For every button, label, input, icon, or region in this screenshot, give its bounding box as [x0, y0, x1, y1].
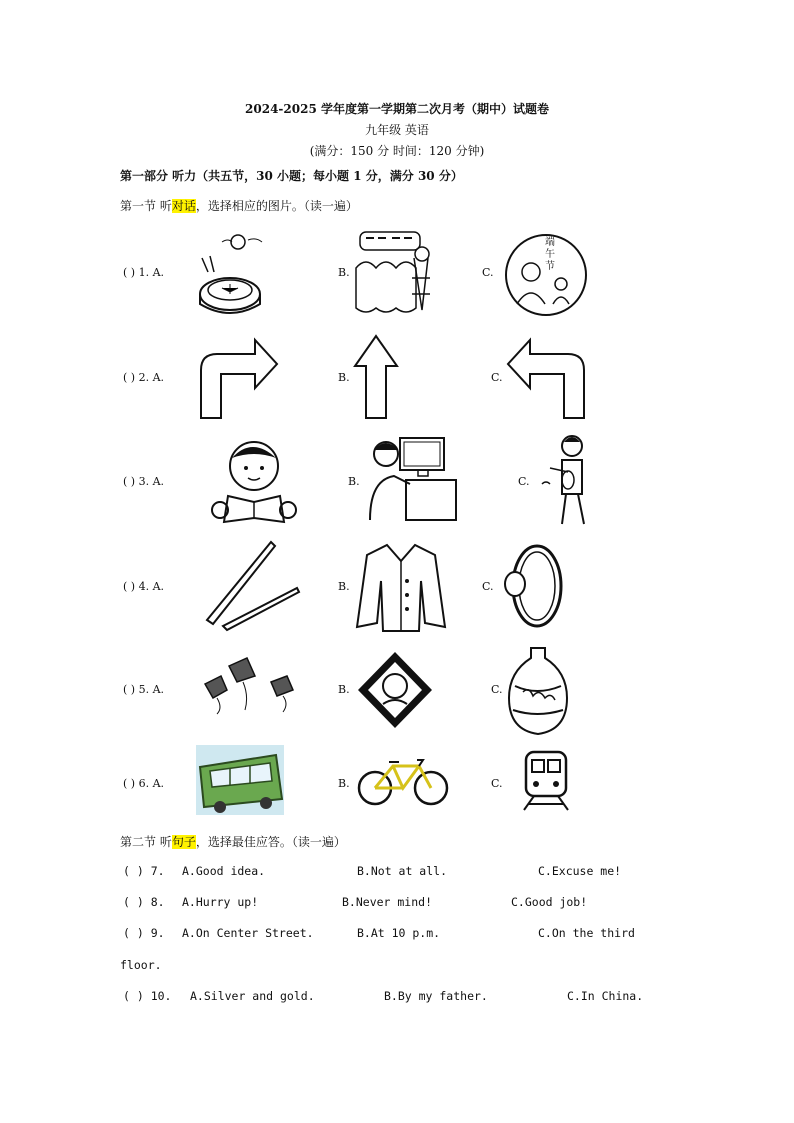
q7-option-c: C.Excuse me! [538, 864, 622, 878]
train-picture[interactable] [520, 750, 572, 812]
q7-number: ( ) 7. [123, 864, 165, 878]
q3-option-c-label: C. [518, 475, 530, 488]
section1-highlight: 对话 [171, 199, 196, 213]
q2-option-c-label: C. [491, 371, 503, 384]
q9-option-a: A.On Center Street. [182, 926, 314, 940]
bicycle-picture[interactable] [357, 752, 449, 808]
q5-option-c-label: C. [491, 683, 503, 696]
section2-highlight: 句子 [171, 835, 196, 849]
q10-number: ( ) 10. [123, 989, 172, 1003]
jacket-picture[interactable] [353, 541, 449, 633]
mooncake-rabbit-picture[interactable] [192, 230, 272, 318]
q9-option-c: C.On the third [538, 926, 635, 940]
q8-option-c: C.Good job! [511, 895, 588, 909]
q8-number: ( ) 8. [123, 895, 165, 909]
q7-option-b: B.Not at all. [357, 864, 448, 878]
q2-option-b-label: B. [338, 371, 350, 384]
q8-option-b: B.Never mind! [342, 895, 433, 909]
boy-computer-picture[interactable] [366, 434, 460, 524]
q8-option-a: A.Hurry up! [182, 895, 259, 909]
bus-picture[interactable] [196, 745, 284, 815]
q5-number: ( ) 5. A. [123, 683, 165, 696]
turn-right-arrow-picture[interactable] [199, 336, 279, 420]
part1-heading: 第一部分 听力（共五节，30 小题；每小题 1 分，满分 30 分） [120, 169, 463, 183]
q4-option-b-label: B. [338, 580, 350, 593]
section1-heading: 第一节 听对话，选择相应的图片。（读一遍） [120, 199, 358, 213]
boy-reading-picture[interactable] [206, 438, 302, 526]
q3-option-b-label: B. [348, 475, 360, 488]
paper-cut-picture[interactable] [356, 650, 434, 730]
chopsticks-picture[interactable] [205, 540, 301, 632]
q1-option-c-label: C. [482, 266, 494, 279]
q5-option-b-label: B. [338, 683, 350, 696]
q9-number: ( ) 9. [123, 926, 165, 940]
q4-number: ( ) 4. A. [123, 580, 165, 593]
vase-picture[interactable] [505, 646, 571, 736]
q10-option-b: B.By my father. [384, 989, 488, 1003]
score-time: (满分：150 分 时间：120 分钟) [309, 144, 485, 158]
dragon-boat-festival-text: 端午节 [545, 237, 555, 272]
q10-option-c: C.In China. [567, 989, 644, 1003]
sky-lanterns-picture[interactable] [203, 654, 303, 716]
q9-option-b: B.At 10 p.m. [357, 926, 441, 940]
q2-number: ( ) 2. A. [123, 371, 165, 384]
go-straight-arrow-picture[interactable] [353, 334, 399, 420]
turn-left-arrow-picture[interactable] [506, 336, 586, 420]
festival-lantern-picture[interactable] [352, 228, 438, 316]
q7-option-a: A.Good idea. [182, 864, 266, 878]
q4-option-c-label: C. [482, 580, 494, 593]
boy-violin-picture[interactable] [538, 432, 608, 528]
q6-number: ( ) 6. A. [123, 777, 165, 790]
q10-option-a: A.Silver and gold. [190, 989, 315, 1003]
q1-option-b-label: B. [338, 266, 350, 279]
q6-option-b-label: B. [338, 777, 350, 790]
q6-option-c-label: C. [491, 777, 503, 790]
q3-number: ( ) 3. A. [123, 475, 165, 488]
grade-subject: 九年级 英语 [365, 123, 429, 137]
section2-heading: 第二节 听句子，选择最佳应答。（读一遍） [120, 835, 346, 849]
q9-option-c-continued: floor. [120, 958, 162, 972]
ring-picture[interactable] [503, 542, 565, 630]
q1-number: ( ) 1. A. [123, 266, 165, 279]
exam-title: 2024-2025 学年度第一学期第二次月考（期中）试题卷 [245, 102, 549, 116]
